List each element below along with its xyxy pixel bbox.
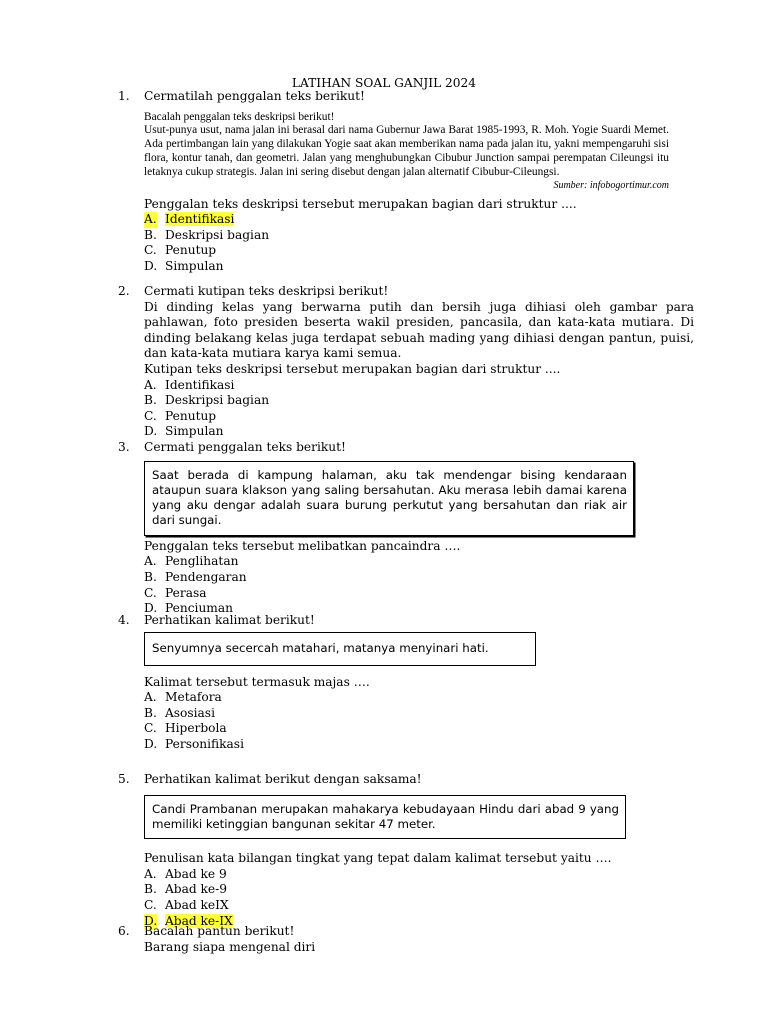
option-text: Deskripsi bagian [165, 227, 270, 242]
option-letter: A. [144, 866, 157, 881]
option-letter: B. [144, 393, 157, 408]
excerpt-image [144, 111, 669, 192]
question-4 [118, 613, 698, 753]
option-text: Identifikasi [165, 212, 235, 227]
option-letter: B. [144, 227, 157, 242]
option-text: Asosiasi [165, 705, 215, 720]
question-2 [118, 284, 698, 440]
question-5 [118, 772, 698, 929]
question-number: 2. [118, 284, 130, 298]
question-3 [118, 440, 698, 617]
option-letter: D. [144, 258, 158, 273]
option-a[interactable] [144, 554, 698, 570]
question-prompt: Cermatilah penggalan teks berikut! [144, 89, 365, 103]
option-a[interactable] [144, 378, 698, 394]
option-letter: D. [144, 913, 158, 928]
option-letter: C. [144, 721, 157, 736]
option-letter: D. [144, 424, 158, 439]
question-prompt: Cermati penggalan teks berikut! [144, 440, 346, 454]
option-b[interactable] [144, 393, 698, 409]
option-c[interactable] [144, 243, 698, 259]
question-text: Penggalan teks tersebut melibatkan pancaindra …. [144, 538, 461, 553]
question-text: Penulisan kata bilangan tingkat yang tepat dalam kalimat tersebut yaitu …. [144, 851, 612, 866]
option-letter: D. [144, 736, 158, 751]
option-letter: A. [144, 377, 157, 392]
option-text: Deskripsi bagian [165, 393, 270, 408]
option-c[interactable] [144, 586, 698, 602]
sentence-box: Candi Prambanan merupakan mahakarya kebudayaan Hindu dari abad 9 yang memiliki ketinggian bangunan sekitar 47 meter. [144, 795, 626, 840]
option-text: Abad ke 9 [165, 866, 227, 881]
excerpt-heading: Bacalah penggalan teks deskripsi berikut! [144, 110, 335, 123]
option-letter: A. [144, 554, 157, 569]
excerpt-box: Saat berada di kampung halaman, aku tak mendengar bising kendaraan ataupun suara klakson yang saling bersahutan. Aku merasa lebih damai karena yang aku dengar adalah suara burung perkutut yang bersahutan dan riak air dari sungai. [144, 461, 634, 536]
option-text: Hiperbola [165, 721, 227, 736]
option-text: Abad keIX [165, 897, 229, 912]
question-number: 6. [118, 924, 130, 938]
option-b[interactable] [144, 570, 698, 586]
option-letter: C. [144, 243, 157, 258]
option-b[interactable] [144, 882, 698, 898]
question-prompt: Cermati kutipan teks deskripsi berikut! [144, 284, 389, 298]
excerpt-text: Usut-punya usut, nama jalan ini berasal dari nama Gubernur Jawa Barat 1985-1993, R. Moh. Yogie Suardi Memet. Ada pertimbangan lain yang dilakukan Yogie saat akan memberikan nama pada jalan itu, yakni mempengaruhi sisi flora, kontur tanah, dan geometri. Jalan yang menghubungkan Cibubur Junction sampai perempatan Cileungsi itu letaknya cukup strategis. Jalan ini sering disebut dengan jalan alternatif Cibubur-Cileungsi. [144, 124, 669, 178]
excerpt-paragraph: Di dinding kelas yang berwarna putih dan bersih juga dihiasi oleh gambar para pahlawan, foto presiden beserta wakil presiden, pancasila, dan kata-kata mutiara. Di dinding belakang kelas juga terdapat sebuah mading yang dihiasi dengan pantun, puisi, dan kata-kata mutiara karya kami semua. [144, 299, 694, 361]
question-text: Kalimat tersebut termasuk majas …. [144, 674, 370, 689]
option-letter: C. [144, 408, 157, 423]
option-c[interactable] [144, 898, 698, 914]
option-d[interactable] [144, 259, 698, 275]
option-text: Penciuman [165, 601, 233, 616]
option-letter: A. [144, 690, 157, 705]
option-letter: C. [144, 897, 157, 912]
question-number: 1. [118, 89, 130, 103]
option-a[interactable] [144, 212, 698, 228]
option-text: Perasa [165, 585, 207, 600]
option-text: Pendengaran [165, 569, 247, 584]
option-text: Penglihatan [165, 554, 239, 569]
excerpt-source: Sumber: infobogortimur.com [553, 179, 669, 191]
option-letter: B. [144, 569, 157, 584]
option-text: Simpulan [165, 424, 224, 439]
question-1 [118, 89, 698, 275]
question-number: 5. [118, 772, 130, 786]
option-letter: A. [144, 212, 157, 227]
question-text: Kutipan teks deskripsi tersebut merupakan bagian dari struktur .... [144, 361, 561, 376]
option-text: Penutup [165, 408, 217, 423]
option-text: Metafora [165, 690, 222, 705]
option-text: Abad ke-9 [165, 882, 228, 897]
option-letter: C. [144, 585, 157, 600]
option-text: Abad ke-IX [165, 913, 233, 928]
question-number: 3. [118, 440, 130, 454]
option-text: Penutup [165, 243, 217, 258]
option-d[interactable] [144, 424, 698, 440]
pantun-line: Barang siapa mengenal diri [144, 939, 316, 954]
option-letter: B. [144, 705, 157, 720]
question-prompt: Bacalah pantun berikut! [144, 924, 295, 938]
option-b[interactable] [144, 706, 698, 722]
option-c[interactable] [144, 409, 698, 425]
question-6 [118, 924, 698, 955]
option-letter: B. [144, 882, 157, 897]
option-d[interactable] [144, 737, 698, 753]
question-number: 4. [118, 613, 130, 627]
option-b[interactable] [144, 228, 698, 244]
option-letter: D. [144, 601, 158, 616]
question-prompt: Perhatikan kalimat berikut! [144, 613, 315, 627]
option-a[interactable] [144, 690, 698, 706]
option-c[interactable] [144, 721, 698, 737]
sentence-box: Senyumnya secercah matahari, matanya menyinari hati. [144, 632, 536, 666]
question-prompt: Perhatikan kalimat berikut dengan saksama! [144, 772, 422, 786]
document-title: LATIHAN SOAL GANJIL 2024 [291, 76, 477, 90]
option-a[interactable] [144, 867, 698, 883]
option-text: Simpulan [165, 258, 224, 273]
question-text: Penggalan teks deskripsi tersebut merupakan bagian dari struktur .... [144, 196, 577, 211]
option-text: Personifikasi [165, 736, 244, 751]
option-text: Identifikasi [165, 377, 235, 392]
